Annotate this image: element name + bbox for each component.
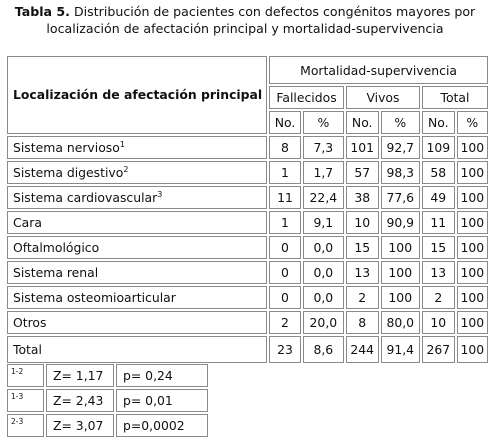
table-cell: 0 (269, 286, 301, 309)
table-cell: 9,1 (303, 211, 344, 234)
table-cell: 7,3 (303, 136, 344, 159)
stats-z-value: Z= 1,17 (46, 364, 114, 387)
table-cell: 100 (457, 261, 488, 284)
table-cell: 100 (457, 211, 488, 234)
row-label: Total (13, 342, 42, 357)
table-cell: 0 (269, 236, 301, 259)
table-row (7, 261, 488, 284)
table-cell: 1,7 (303, 161, 344, 184)
stats-p-value: p= 0,01 (116, 389, 208, 412)
table-cell: 15 (422, 236, 455, 259)
data-table (5, 54, 490, 365)
stats-p-value: p= 0,24 (116, 364, 208, 387)
table-cell: 49 (422, 186, 455, 209)
table-cell: 0,0 (303, 261, 344, 284)
stats-row (7, 414, 208, 437)
subcol-header: No. (269, 111, 301, 134)
table-cell: 8 (346, 311, 379, 334)
row-label-cell (7, 211, 267, 234)
table-cell: 22,4 (303, 186, 344, 209)
table-row (7, 186, 488, 209)
caption-label: Tabla 5. (14, 4, 70, 19)
table-cell: 91,4 (381, 336, 420, 363)
table-cell: 77,6 (381, 186, 420, 209)
subcol-header: % (381, 111, 420, 134)
table-row (7, 311, 488, 334)
table-row (7, 286, 488, 309)
table-cell: 11 (269, 186, 301, 209)
table-cell: 1 (269, 161, 301, 184)
table-cell: 2 (269, 311, 301, 334)
table-cell: 10 (346, 211, 379, 234)
table-cell: 98,3 (381, 161, 420, 184)
stats-z-value: Z= 3,07 (46, 414, 114, 437)
row-label-footnote: 1 (119, 140, 125, 149)
table-cell: 244 (346, 336, 379, 363)
table-cell: 8 (269, 136, 301, 159)
row-label: Sistema digestivo (13, 165, 124, 180)
table-row (7, 336, 488, 363)
subgroup-header-vivos: Vivos (346, 86, 420, 109)
row-label-cell (7, 186, 267, 209)
table-cell: 2 (346, 286, 379, 309)
table-cell: 23 (269, 336, 301, 363)
table-cell: 1 (269, 211, 301, 234)
subcol-header: % (303, 111, 344, 134)
table-cell: 100 (381, 236, 420, 259)
table-cell: 92,7 (381, 136, 420, 159)
table-cell: 10 (422, 311, 455, 334)
row-label: Sistema osteomioarticular (13, 290, 176, 305)
row-label-cell (7, 261, 267, 284)
row-label: Cara (13, 215, 42, 230)
table-cell: 0,0 (303, 286, 344, 309)
row-label: Sistema renal (13, 265, 99, 280)
subgroup-header-fallecidos: Fallecidos (269, 86, 344, 109)
table-cell: 13 (422, 261, 455, 284)
subcol-header: No. (422, 111, 455, 134)
table-cell: 0,0 (303, 236, 344, 259)
table-cell: 267 (422, 336, 455, 363)
table-cell: 101 (346, 136, 379, 159)
table-cell: 100 (381, 286, 420, 309)
row-label: Otros (13, 315, 47, 330)
subgroup-header-total: Total (422, 86, 488, 109)
table-cell: 57 (346, 161, 379, 184)
table-cell: 100 (457, 161, 488, 184)
table-cell: 38 (346, 186, 379, 209)
row-label-cell (7, 286, 267, 309)
table-cell: 0 (269, 261, 301, 284)
stats-z-value: Z= 2,43 (46, 389, 114, 412)
table-row (7, 161, 488, 184)
subcol-header: No. (346, 111, 379, 134)
table-cell: 13 (346, 261, 379, 284)
row-label-cell (7, 161, 267, 184)
table-row (7, 136, 488, 159)
stats-pair-label: 1-3 (7, 389, 44, 412)
table-cell: 100 (457, 286, 488, 309)
table-cell: 8,6 (303, 336, 344, 363)
table-cell: 100 (457, 336, 488, 363)
table-cell: 2 (422, 286, 455, 309)
table-cell: 20,0 (303, 311, 344, 334)
table-row (7, 236, 488, 259)
table-cell: 100 (457, 186, 488, 209)
caption-text: Distribución de pacientes con defectos congénitos mayores por localización de afectación principal y mortalidad-supervivencia (46, 4, 476, 36)
table-cell: 58 (422, 161, 455, 184)
row-label-cell (7, 311, 267, 334)
row-label: Oftalmológico (13, 240, 100, 255)
table-cell: 100 (457, 311, 488, 334)
stats-row (7, 364, 208, 387)
table-cell: 109 (422, 136, 455, 159)
stats-p-value: p=0,0002 (116, 414, 208, 437)
stats-pair-label: 2-3 (7, 414, 44, 437)
table-row (7, 211, 488, 234)
header-row-1 (7, 56, 488, 84)
table-cell: 100 (381, 261, 420, 284)
table-cell: 100 (457, 236, 488, 259)
subcol-header: % (457, 111, 488, 134)
row-label-cell (7, 236, 267, 259)
stats-pair-label: 1-2 (7, 364, 44, 387)
data-table-body (7, 56, 488, 363)
stats-table (5, 362, 210, 439)
row-label-cell (7, 136, 267, 159)
table-cell: 100 (457, 136, 488, 159)
row-label: Sistema cardiovascular (13, 190, 158, 205)
table-cell: 15 (346, 236, 379, 259)
table-caption (4, 3, 486, 37)
row-label: Sistema nervioso (13, 140, 120, 155)
row-label-footnote: 3 (157, 190, 163, 199)
table-cell: 80,0 (381, 311, 420, 334)
group-header-cell: Mortalidad-supervivencia (269, 56, 488, 84)
row-label-cell (7, 336, 267, 363)
row-header-cell: Localización de afectación principal (7, 56, 267, 134)
stats-row (7, 389, 208, 412)
row-label-footnote: 2 (123, 165, 129, 174)
table-cell: 90,9 (381, 211, 420, 234)
table-cell: 11 (422, 211, 455, 234)
stats-table-body (7, 364, 208, 437)
